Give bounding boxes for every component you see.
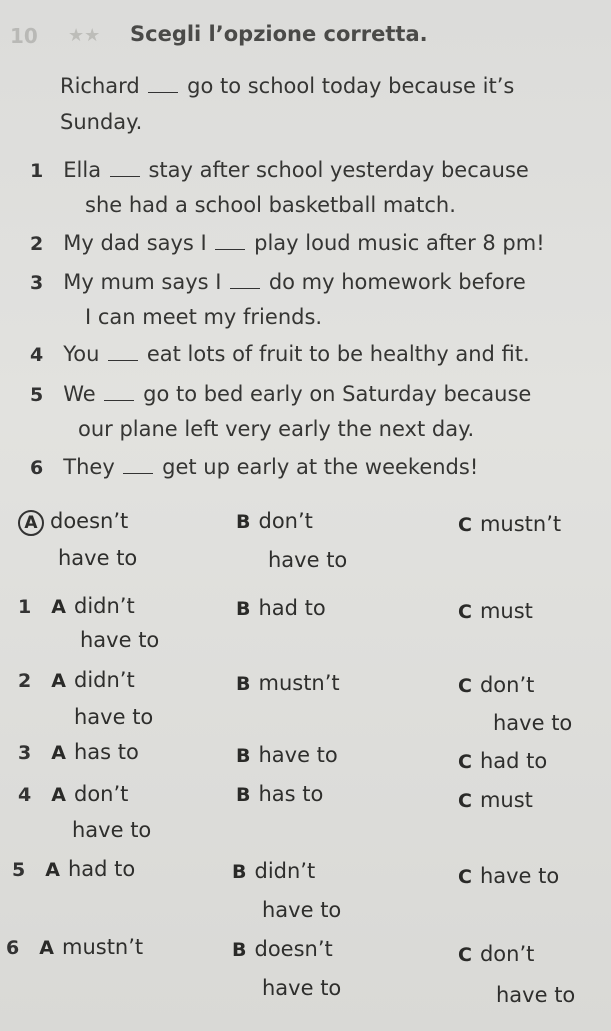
answer-row-3-c[interactable] [458, 749, 547, 773]
example-sentence [60, 74, 514, 98]
option-text: don’t [479, 673, 535, 697]
option-text-line2: have to [74, 705, 154, 729]
option-text: had to [258, 596, 326, 620]
option-letter: A [51, 670, 66, 692]
option-letter: A [51, 784, 66, 806]
option-text: doesn’t [50, 509, 129, 533]
option-letter: C [458, 751, 472, 773]
sentence-number: 1 [30, 160, 44, 182]
difficulty-badge: ★★ [68, 25, 101, 46]
sentence-blank[interactable] [215, 248, 245, 250]
answer-row-6-c[interactable] [458, 942, 534, 966]
option-text: had to [479, 749, 548, 773]
option-letter: C [458, 790, 472, 812]
option-text: have to [258, 743, 338, 767]
sentence-5 [30, 382, 531, 406]
option-letter: B [236, 598, 251, 620]
option-text-line2: have to [262, 898, 342, 922]
option-text-line2: have to [493, 711, 573, 735]
option-letter: B [232, 939, 247, 961]
sentence-number: 2 [30, 233, 44, 255]
example-blank[interactable] [148, 91, 178, 93]
row-number: 6 [6, 937, 20, 959]
sentence-1 [30, 158, 529, 182]
sentence-1-line2: she had a school basketball match. [85, 193, 456, 217]
row-number: 2 [18, 670, 32, 692]
option-text: had to [67, 857, 136, 881]
answer-row-2-a[interactable] [18, 668, 135, 692]
exercise-number: 10 [10, 24, 38, 48]
answer-row-4-c[interactable] [458, 788, 533, 812]
option-text-line2: have to [262, 976, 342, 1000]
sentence-blank[interactable] [108, 359, 138, 361]
option-letter: B [236, 784, 251, 806]
sentence-number: 5 [30, 384, 44, 406]
sentence-3-line2: I can meet my friends. [85, 305, 323, 329]
option-text: don’t [73, 782, 129, 806]
sentence-pre: You [63, 342, 100, 366]
answer-row-6-a[interactable] [6, 935, 143, 959]
sentence-3 [30, 270, 526, 294]
sentence-5-line2: our plane left very early the next day. [78, 417, 475, 441]
option-text-line2: have to [58, 546, 138, 570]
answer-row-5-b[interactable] [232, 859, 315, 883]
option-letter: A [51, 596, 66, 618]
row-number: 5 [12, 859, 26, 881]
example-option-a[interactable] [18, 509, 128, 536]
row-number: 3 [18, 742, 32, 764]
answer-row-2-b[interactable] [236, 671, 340, 695]
option-text: must [479, 788, 533, 812]
answer-row-2-c[interactable] [458, 673, 534, 697]
sentence-post: stay after school yesterday because [148, 158, 529, 182]
option-letter: B [236, 673, 251, 695]
example-option-c[interactable] [458, 512, 561, 536]
sentence-pre: We [63, 382, 96, 406]
answer-row-5-a[interactable] [12, 857, 135, 881]
option-text-line2: have to [496, 983, 576, 1007]
option-letter-circled: A [18, 510, 44, 536]
answer-row-3-a[interactable] [18, 740, 139, 764]
option-text-line2: have to [72, 818, 152, 842]
answer-row-4-b[interactable] [236, 782, 323, 806]
answer-row-4-a[interactable] [18, 782, 128, 806]
option-letter: C [458, 514, 472, 536]
sentence-post: get up early at the weekends! [162, 455, 479, 479]
option-letter: A [45, 859, 60, 881]
option-text: mustn’t [258, 671, 340, 695]
option-text: don’t [479, 942, 535, 966]
answer-row-1-b[interactable] [236, 596, 326, 620]
option-text-line2: have to [268, 548, 348, 572]
example-option-b[interactable] [236, 509, 313, 533]
option-letter: B [232, 861, 247, 883]
example-line2: Sunday. [60, 110, 143, 134]
sentence-pre: Ella [63, 158, 102, 182]
sentence-blank[interactable] [110, 175, 140, 177]
option-text: has to [258, 782, 324, 806]
option-letter: C [458, 944, 472, 966]
option-text: didn’t [73, 594, 135, 618]
sentence-post: eat lots of fruit to be healthy and fit. [146, 342, 530, 366]
answer-row-1-a[interactable] [18, 594, 135, 618]
sentence-number: 4 [30, 344, 44, 366]
instruction: Scegli l’opzione corretta. [130, 22, 428, 46]
answer-row-5-c[interactable] [458, 864, 559, 888]
option-text: mustn’t [479, 512, 562, 536]
sentence-post: do my homework before [268, 270, 526, 294]
option-letter: B [236, 745, 251, 767]
answer-row-1-c[interactable] [458, 599, 533, 623]
row-number: 1 [18, 596, 32, 618]
option-letter: B [236, 511, 251, 533]
example-post: go to school today because it’s [187, 74, 515, 98]
sentence-pre: My dad says I [63, 231, 207, 255]
option-letter: C [458, 601, 472, 623]
option-letter: A [51, 742, 66, 764]
option-text: has to [73, 740, 139, 764]
option-letter: C [458, 675, 472, 697]
option-text: mustn’t [61, 935, 144, 959]
option-letter: A [39, 937, 54, 959]
option-text: don’t [258, 509, 313, 533]
sentence-pre: My mum says I [63, 270, 222, 294]
row-number: 4 [18, 784, 32, 806]
sentence-blank[interactable] [104, 399, 134, 401]
option-text-line2: have to [80, 628, 160, 652]
option-letter: C [458, 866, 472, 888]
sentence-4 [30, 342, 530, 366]
example-pre: Richard [60, 74, 140, 98]
option-text: have to [479, 864, 560, 888]
answer-row-6-b[interactable] [232, 937, 333, 961]
sentence-post: play loud music after 8 pm! [254, 231, 545, 255]
option-text: doesn’t [254, 937, 333, 961]
option-text: didn’t [73, 668, 135, 692]
sentence-2 [30, 231, 545, 255]
sentence-pre: They [63, 455, 115, 479]
sentence-number: 6 [30, 457, 44, 479]
sentence-number: 3 [30, 272, 44, 294]
sentence-post: go to bed early on Saturday because [143, 382, 532, 406]
sentence-blank[interactable] [230, 287, 260, 289]
sentence-6 [30, 455, 478, 479]
sentence-blank[interactable] [123, 472, 153, 474]
answer-row-3-b[interactable] [236, 743, 338, 767]
option-text: must [479, 599, 533, 623]
option-text: didn’t [254, 859, 316, 883]
